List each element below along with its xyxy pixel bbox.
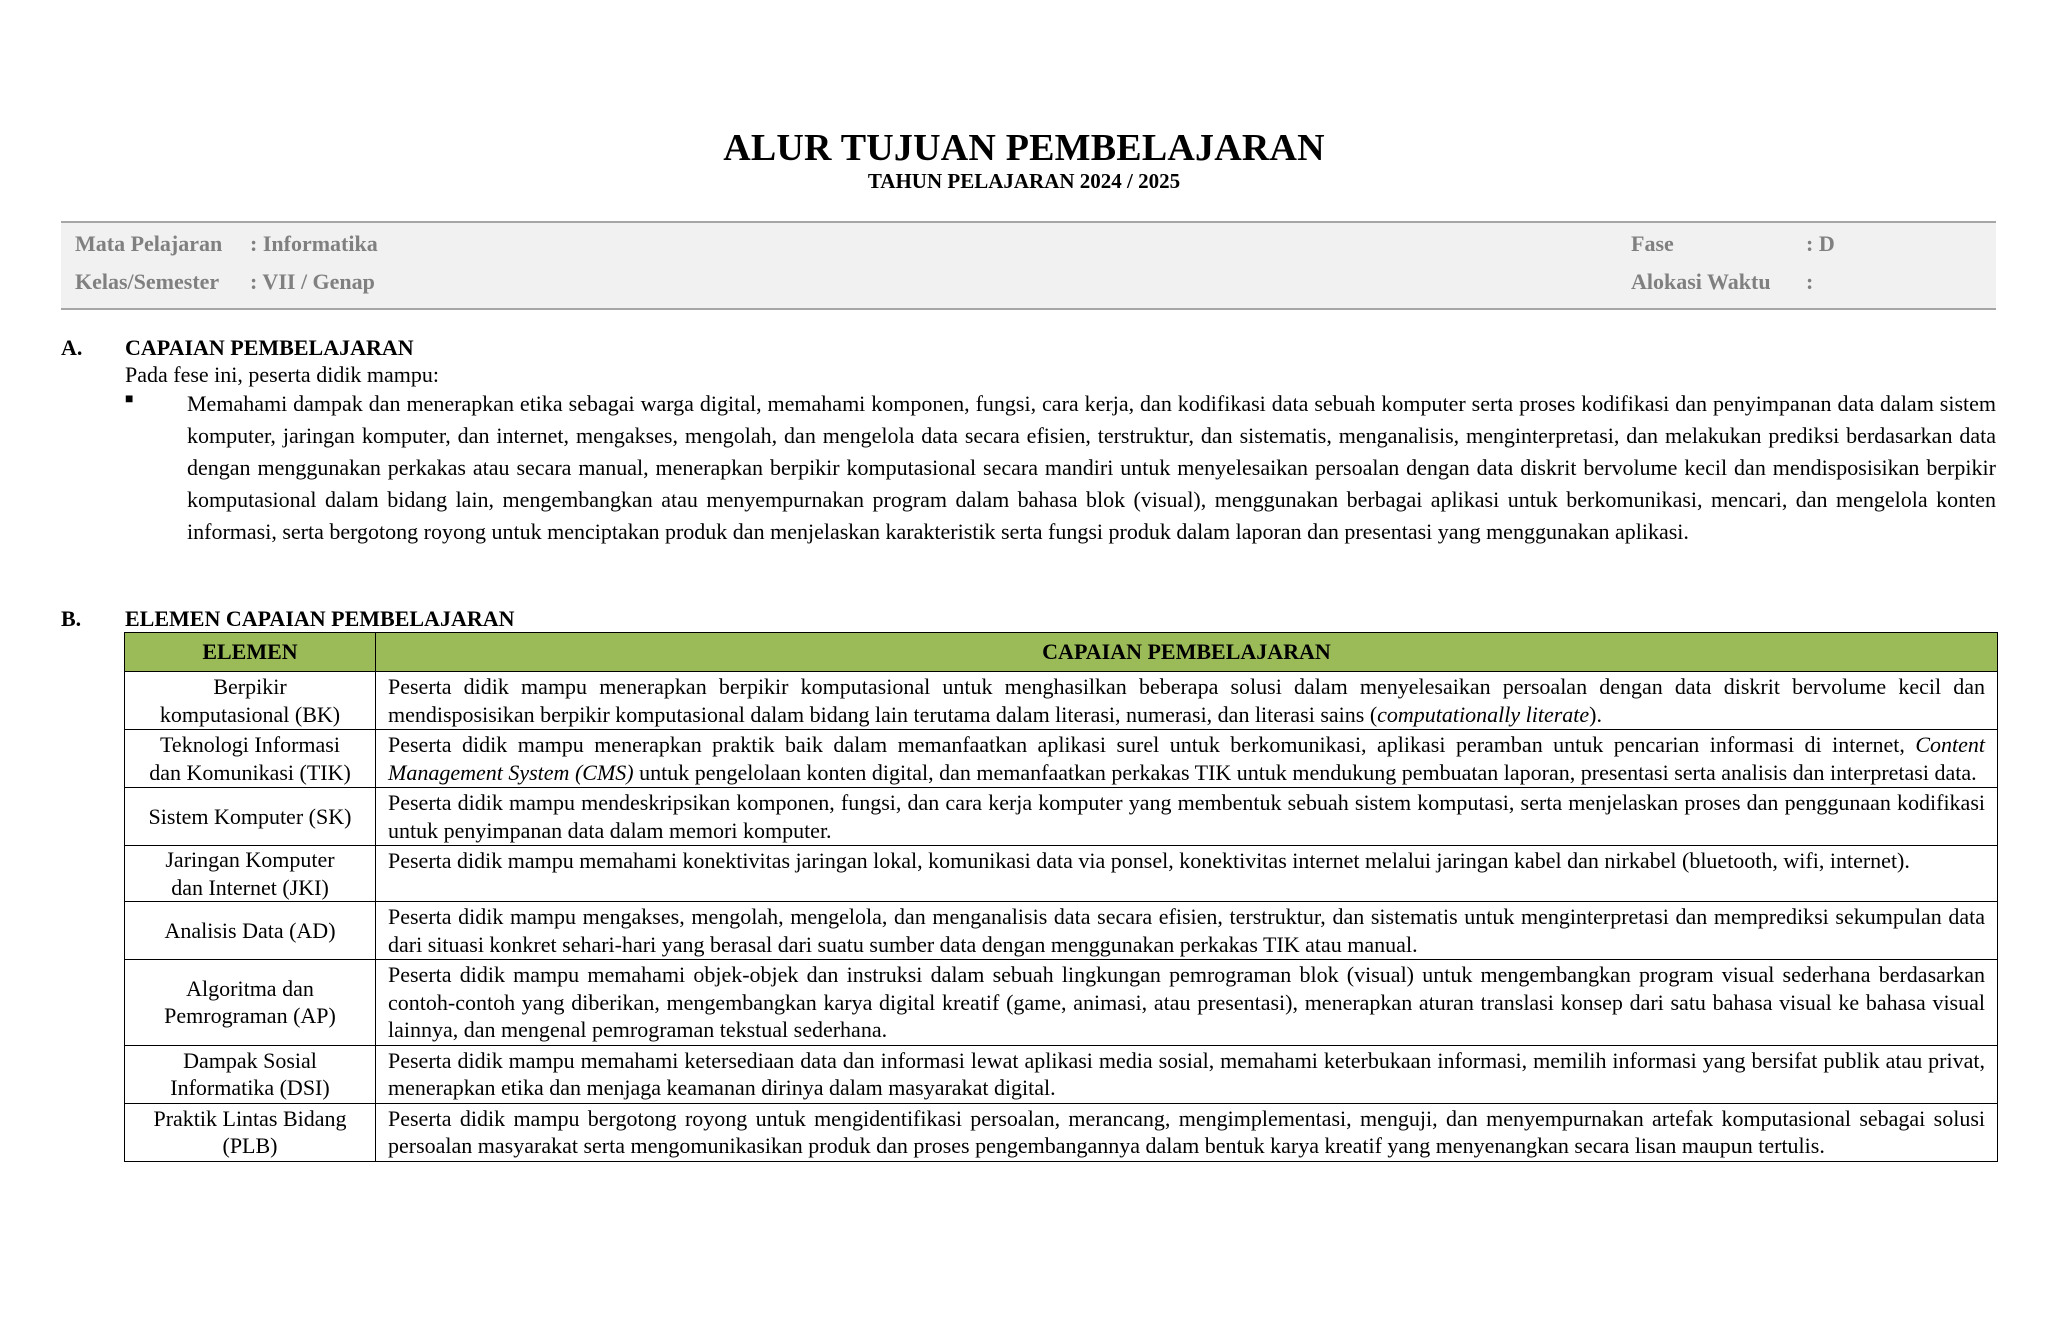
elemen-line-2: komputasional (BK): [159, 701, 341, 727]
elemen-cell: [125, 960, 376, 1046]
capaian-italic-text: computationally literate: [1377, 701, 1590, 727]
capaian-cell: [376, 730, 1998, 788]
info-box: [61, 221, 1996, 310]
capaian-cell: [376, 788, 1998, 846]
table-row: [125, 960, 1998, 1046]
capaian-text-end: untuk pengelolaan konten digital, dan memanfaatkan perkakas TIK untuk mendukung pembuatan laporan, presentasi serta analisis dan interpretasi data.: [633, 759, 1977, 785]
table-header-row: [125, 633, 1998, 672]
alokasi-waktu-label: Alokasi Waktu: [1631, 269, 1771, 294]
capaian-paragraph: Memahami dampak dan menerapkan etika sebagai warga digital, memahami komponen, fungsi, cara kerja, dan kodifikasi data sebuah komputer serta proses kodifikasi dan penyimpanan data dalam sistem komputer, jaringan komputer, dan internet, mengakses, mengolah, dan mengelola data secara efisien, terstruktur, dan sistematis, menganalisis, menginterpretasi, dan melakukan prediksi berdasarkan data dengan menggunakan perkakas atau secara manual, menerapkan berpikir komputasional secara mandiri untuk menyelesaikan persoalan dengan data diskrit bervolume kecil dan mendisposisikan berpikir komputasional dalam bidang lain, mengembangkan atau menyempurnakan program dalam bahasa blok (visual), menggunakan berbagai aplikasi untuk berkomunikasi, mencari, dan mengelola konten informasi, serta bergotong royong untuk menciptakan produk dan menjelaskan karakteristik serta fungsi produk dalam laporan dan presentasi yang menggunakan aplikasi.: [187, 391, 1996, 544]
capaian-text: Peserta didik mampu memahami ketersediaan data dan informasi lewat aplikasi media sosial, memahami keterbukaan informasi, memilih informasi yang bersifat publik atau privat, menerapkan etika dan menjaga keamanan dirinya dalam masyarakat digital.: [388, 1047, 1985, 1100]
capaian-text-end: ).: [1589, 701, 1602, 727]
elemen-cell: [125, 1103, 376, 1161]
capaian-text: Peserta didik mampu memahami objek-objek dan instruksi dalam sebuah lingkungan pemrograman blok (visual) untuk mengembangkan program visual sederhana berdasarkan contoh-contoh yang diberikan, mengembangkan karya digital kreatif (game, animasi, atau presentasi), menerapkan aturan translasi konsep dari satu bahasa visual ke bahasa visual lainnya, dan mengenal pemrograman tekstual sederhana.: [388, 962, 1985, 1042]
mata-pelajaran-value: : Informatika: [250, 231, 378, 256]
table-row: [125, 846, 1998, 902]
elemen-line-1: Praktik Lintas Bidang: [153, 1105, 347, 1131]
table-row: [125, 672, 1998, 730]
section-b-title: ELEMEN CAPAIAN PEMBELAJARAN: [125, 606, 515, 631]
section-a-intro: Pada fese ini, peserta didik mampu:: [125, 362, 440, 387]
elemen-line-2: Pemrograman (AP): [164, 1003, 336, 1029]
capaian-text: Peserta didik mampu bergotong royong untuk mengidentifikasi persoalan, merancang, mengimplementasi, menguji, dan menyempurnakan artefak komputasional sebagai solusi persoalan masyarakat serta mengomunikasikan produk dan proses pengembangannya dalam bentuk karya kreatif yang menyenangkan secara lisan maupun tertulis.: [388, 1105, 1985, 1158]
elemen-line-2: Informatika (DSI): [170, 1075, 330, 1100]
elemen-line-2: dan Komunikasi (TIK): [149, 759, 351, 785]
elemen-cell: [125, 788, 376, 846]
page-subtitle: TAHUN PELAJARAN 2024 / 2025: [867, 169, 1181, 193]
elemen-line-2: (PLB): [222, 1133, 278, 1158]
capaian-cell: [376, 960, 1998, 1046]
elemen-cell: [125, 672, 376, 730]
column-header-capaian: CAPAIAN PEMBELAJARAN: [376, 633, 1998, 672]
section-b-letter: B.: [61, 606, 82, 631]
capaian-cell: [376, 1103, 1998, 1161]
capaian-cell: [376, 672, 1998, 730]
elemen-table: [124, 632, 1998, 1162]
table-row: [125, 1103, 1998, 1161]
elemen-cell: [125, 1045, 376, 1103]
mata-pelajaran-label: Mata Pelajaran: [75, 231, 223, 256]
elemen-line-1: Analisis Data (AD): [164, 917, 336, 943]
capaian-text: Peserta didik mampu memahami konektivitas jaringan lokal, komunikasi data via ponsel, konektivitas internet melalui jaringan kabel dan nirkabel (bluetooth, wifi, internet).: [388, 848, 1910, 873]
kelas-semester-label: Kelas/Semester: [75, 269, 220, 294]
column-header-elemen: ELEMEN: [125, 633, 376, 672]
fase-value: : D: [1806, 231, 1835, 256]
elemen-line-1: Teknologi Informasi: [160, 732, 340, 757]
section-a-title: CAPAIAN PEMBELAJARAN: [125, 335, 414, 360]
table-row: [125, 730, 1998, 788]
capaian-text: Peserta didik mampu menerapkan berpikir komputasional untuk menghasilkan beberapa solusi dalam menyelesaikan persoalan dengan data diskrit bervolume kecil dan mendisposisikan berpikir komputasional dalam bidang lain terutama dalam literasi, numerasi, dan literasi sains (: [388, 674, 1985, 727]
elemen-line-1: Dampak Sosial: [183, 1047, 317, 1073]
elemen-cell: [125, 730, 376, 788]
capaian-italic-text: Content Management System (CMS): [388, 732, 1985, 785]
elemen-line-1: Jaringan Komputer: [165, 847, 335, 872]
kelas-semester-value: : VII / Genap: [250, 269, 375, 294]
elemen-line-1: Algoritma dan: [186, 975, 314, 1001]
table-row: [125, 788, 1998, 846]
elemen-cell: [125, 902, 376, 960]
square-bullet-icon: ■: [125, 392, 134, 407]
elemen-line-1: Sistem Komputer (SK): [148, 803, 352, 829]
elemen-cell: [125, 846, 376, 902]
table-row: [125, 902, 1998, 960]
table-row: [125, 1045, 1998, 1103]
elemen-line-1: Berpikir: [213, 674, 287, 699]
fase-label: Fase: [1631, 231, 1674, 256]
page-title: ALUR TUJUAN PEMBELAJARAN: [723, 127, 1325, 169]
section-a-letter: A.: [61, 335, 83, 360]
capaian-text: Peserta didik mampu mengakses, mengolah, mengelola, dan menganalisis data secara efisien, terstruktur, dan sistematis untuk menginterpretasi dan memprediksi sekumpulan data dari situasi konkret sehari-hari yang berasal dari suatu sumber data dengan menggunakan perkakas TIK atau manual.: [388, 904, 1985, 957]
capaian-cell: [376, 846, 1998, 902]
capaian-text: Peserta didik mampu mendeskripsikan komponen, fungsi, dan cara kerja komputer yang membentuk sebuah sistem komputasi, serta menjelaskan proses dan penggunaan kodifikasi untuk penyimpanan data dalam memori komputer.: [388, 790, 1985, 843]
capaian-cell: [376, 1045, 1998, 1103]
alokasi-waktu-value: :: [1806, 269, 1814, 294]
capaian-cell: [376, 902, 1998, 960]
capaian-text: Peserta didik mampu menerapkan praktik baik dalam memanfaatkan aplikasi surel untuk berkomunikasi, aplikasi peramban untuk pencarian informasi di internet,: [388, 732, 1916, 757]
elemen-line-2: dan Internet (JKI): [171, 874, 329, 900]
